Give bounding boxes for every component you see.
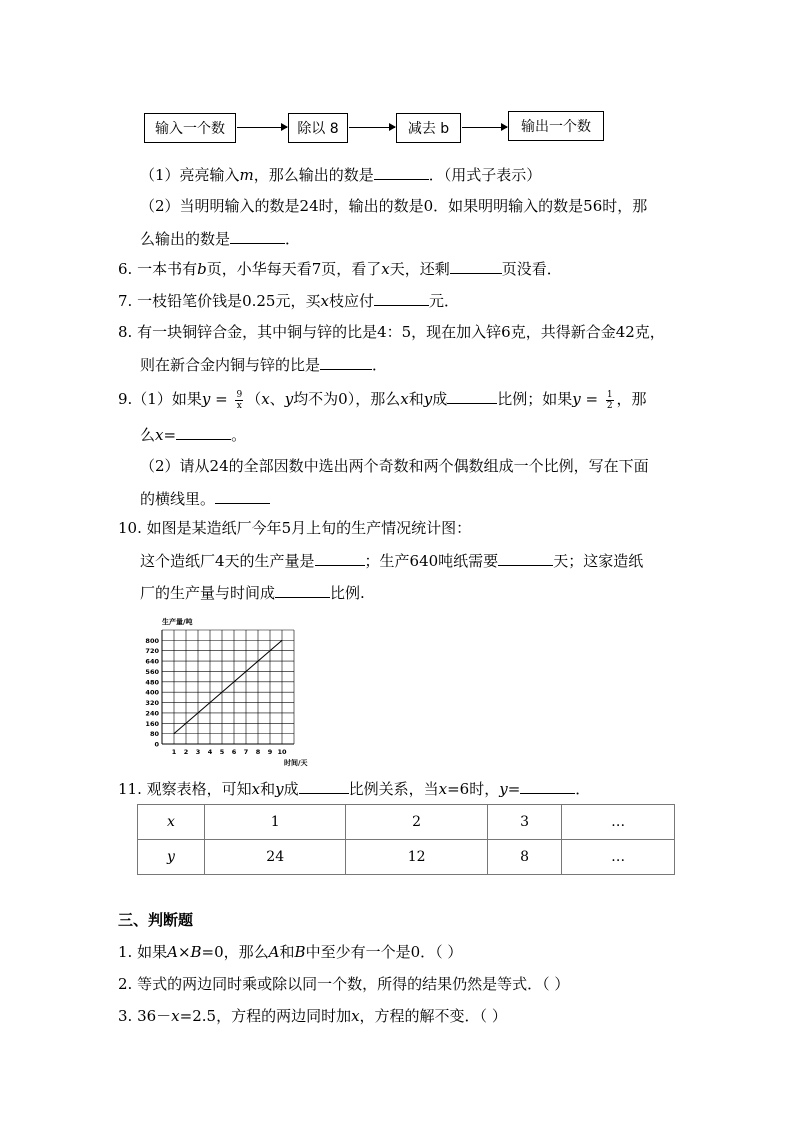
x-tick-label: 5 [219, 748, 225, 756]
x-tick-label: 9 [267, 748, 273, 756]
table-cell: 2 [346, 805, 487, 840]
series-line [174, 640, 282, 733]
answer-blank[interactable] [315, 550, 365, 566]
y-tick-label: 0 [154, 740, 159, 749]
question-7: 7. 一枝铅笔价钱是0.25元，买x枝应付 元． [118, 292, 459, 310]
q5-part2-line1: （2）当明明输入的数是24时，输出的数是0．如果明明输入的数是56时，那 [140, 197, 648, 215]
chart-series [174, 640, 282, 733]
table-header-cell: x [138, 805, 205, 840]
x-tick-label: 7 [243, 748, 249, 756]
x-axis-label: 时间/天 [284, 759, 308, 767]
question-10-line3: 厂的生产量与时间成 比例. [140, 584, 365, 602]
flow-arrow-2 [349, 127, 395, 128]
production-chart [140, 612, 330, 770]
x-tick-labels [172, 748, 287, 756]
x-tick-label: 2 [183, 748, 189, 756]
question-9-part1-line2: 么x= 。 [140, 426, 247, 444]
table-cell: 12 [346, 840, 487, 875]
question-10-line1: 10. 如图是某造纸厂今年5月上旬的生产情况统计图： [118, 519, 472, 537]
table-header-cell: y [138, 840, 205, 875]
answer-blank[interactable] [498, 550, 553, 566]
question-11: 11. 观察表格，可知x和y成 比例关系，当x=6时，y= ． [118, 780, 591, 798]
answer-blank[interactable] [299, 778, 349, 794]
x-tick-label: 1 [171, 748, 177, 756]
answer-blank[interactable] [374, 164, 429, 180]
y-tick-label: 800 [145, 636, 159, 645]
y-tick-label: 640 [145, 657, 159, 666]
q5-part2-line2: 么输出的数是 ． [140, 230, 301, 248]
question-8-line2: 则在新合金内铜与锌的比是 ． [140, 356, 388, 374]
y-tick-label: 720 [145, 647, 159, 656]
y-tick-label: 80 [149, 730, 159, 739]
q5-part1: （1）亮亮输入m，那么输出的数是 ．（用式子表示） [140, 166, 542, 184]
x-tick-label: 10 [277, 748, 287, 756]
question-9-part2-line2: 的横线里。 [140, 488, 270, 509]
section-title: 三、判断题 [118, 911, 194, 929]
flow-box-output: 输出一个数 [508, 111, 604, 141]
x-tick-label: 8 [255, 748, 261, 756]
question-9-part1: 9.（1）如果y = $\frac{9}{x}$ （x、y均不为0），那么x和y成 比例；如果y = $\frac{1}{2}$ ，那 [118, 389, 647, 411]
x-tick-label: 4 [207, 748, 213, 756]
flow-arrow-1 [237, 127, 287, 128]
flow-box-divide: 除以 8 [288, 113, 348, 143]
answer-blank[interactable] [176, 424, 231, 440]
table-cell: 1 [205, 805, 346, 840]
question-10-line2: 这个造纸厂4天的生产量是 ；生产640吨纸需要 天；这家造纸 [140, 552, 644, 570]
question-9-part2-line1: （2）请从24的全部因数中选出两个奇数和两个偶数组成一个比例，写在下面 [140, 457, 649, 475]
table-row [138, 840, 675, 875]
answer-blank[interactable] [320, 354, 372, 370]
answer-blank[interactable] [275, 582, 330, 598]
y-tick-label: 160 [145, 719, 159, 728]
y-tick-label: 400 [145, 688, 159, 697]
fraction-9-over-x: $\frac{9}{x}$ [236, 389, 243, 411]
question-8-line1: 8. 有一块铜锌合金，其中铜与锌的比是4：5，现在加入锌6克，共得新合金42克， [118, 323, 665, 341]
fraction-1-over-2: $\frac{1}{2}$ [606, 389, 613, 411]
table-cell: 3 [487, 805, 562, 840]
y-tick-label: 480 [145, 678, 159, 687]
y-tick-label: 320 [145, 699, 159, 708]
y-tick-label: 240 [145, 709, 159, 718]
judge-3: 3. 36－x=2.5，方程的两边同时加x，方程的解不变．（ ） [118, 1007, 507, 1025]
judge-2: 2. 等式的两边同时乘或除以同一个数，所得的结果仍然是等式．（ ） [118, 975, 570, 993]
answer-blank[interactable] [447, 388, 497, 404]
y-tick-labels [145, 637, 159, 749]
question-6: 6. 一本书有b页，小华每天看7页，看了x天，还剩 页没看． [118, 260, 562, 278]
table-cell: 8 [487, 840, 562, 875]
table-cell: … [562, 840, 675, 875]
table-cell: 24 [205, 840, 346, 875]
answer-blank[interactable] [215, 488, 270, 504]
x-tick-label: 3 [195, 748, 201, 756]
x-tick-label: 6 [231, 748, 237, 756]
answer-blank[interactable] [374, 290, 429, 306]
answer-blank[interactable] [230, 228, 285, 244]
flow-box-input: 输入一个数 [144, 113, 236, 143]
judge-1: 1. 如果A×B=0，那么A和B中至少有一个是0．（ ） [118, 943, 463, 961]
y-axis-label: 生产量/吨 [162, 618, 193, 626]
flow-arrow-3 [462, 127, 507, 128]
flow-box-subtract: 减去 b [396, 113, 461, 143]
answer-blank[interactable] [520, 778, 575, 794]
y-tick-label: 560 [145, 667, 159, 676]
table-cell: … [562, 805, 675, 840]
table-row [138, 805, 675, 840]
answer-blank[interactable] [450, 258, 502, 274]
xy-table [137, 804, 675, 875]
